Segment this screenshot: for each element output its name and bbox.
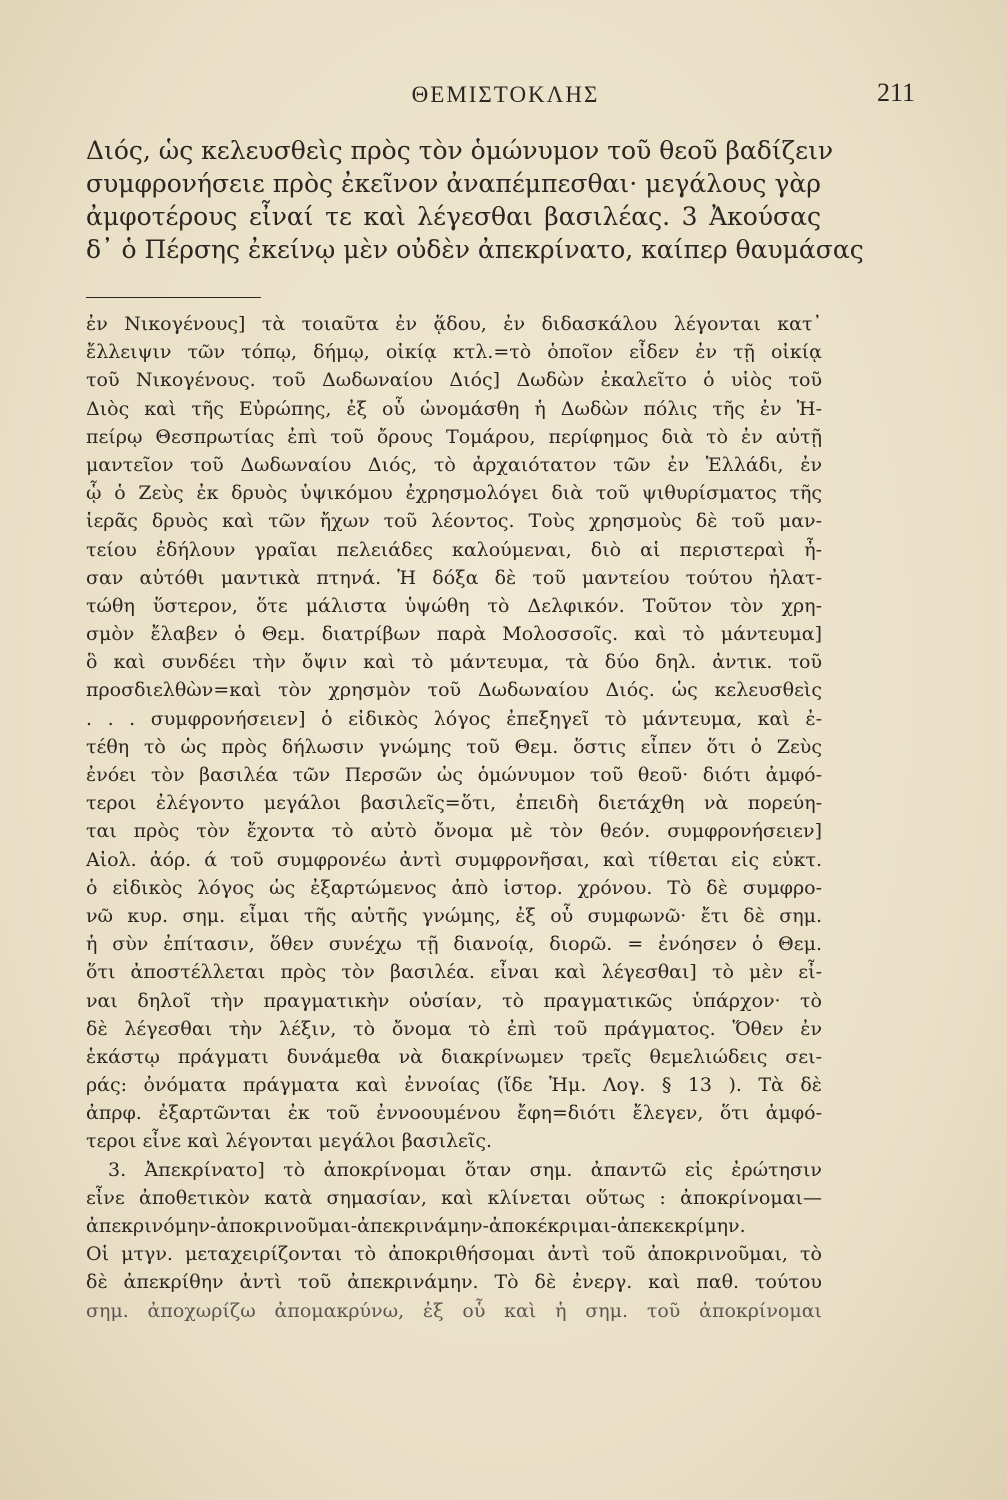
running-head: ΘΕΜΙΣΤΟΚΛΗΣ	[411, 82, 600, 107]
note-line: ὃ καὶ συνδέει τὴν ὄψιν καὶ τὸ μάντευμα, τὰ δύο δηλ. ἀντικ. τοῦ	[86, 651, 822, 674]
note-line: ἀπρφ. ἐξαρτῶνται ἐκ τοῦ ἐννοουμένου ἔφη=διότι ἔλεγεν, ὅτι ἀμφό-	[86, 1102, 822, 1125]
footnote-rule	[86, 297, 261, 298]
note-line: τώθη ὕστερον, ὅτε μάλιστα ὑψώθη τὸ Δελφικόν. Τοῦτον τὸν χρη-	[86, 594, 822, 617]
note-line: τοῦ Νικογένους. τοῦ Δωδωναίου Διός] Δωδὼν ἐκαλεῖτο ὁ υἱὸς τοῦ	[86, 369, 822, 392]
text-line: ἀμφοτέρους εἶναί τε καὶ λέγεσθαι βασιλέας. 3 Ἀκούσας	[86, 202, 821, 231]
text-line: συμφρονήσειε πρὸς ἐκεῖνον ἀναπέμπεσθαι· μεγάλους γὰρ	[86, 169, 821, 198]
note-line: εἶνε ἀποθετικὸν κατὰ σημασίαν, καὶ κλίνεται οὕτως : ἀποκρίνομαι—	[86, 1186, 822, 1209]
note-line: ἔλλειψιν τῶν τόπῳ, δήμῳ, οἰκίᾳ κτλ.=τὸ ὁποῖον εἶδεν ἐν τῇ οἰκίᾳ	[86, 341, 822, 364]
note-line: Οἱ μτγν. μεταχειρίζονται τὸ ἀποκριθήσομαι ἀντὶ τοῦ ἀποκρινοῦμαι, τὸ	[86, 1243, 822, 1266]
note-line: τείου ἐδήλουν γραῖαι πελειάδες καλούμεναι, διὸ αἱ περιστεραὶ ἦ-	[86, 538, 822, 561]
page-number: 211	[876, 78, 915, 107]
note-line: ἀπεκρινόμην-ἀποκρινοῦμαι-ἀπεκρινάμην-ἀποκέκριμαι-ἀπεκεκρίμην.	[86, 1215, 746, 1237]
note-line: τέθη τὸ ὡς πρὸς δήλωσιν γνώμης τοῦ Θεμ. ὅστις εἶπεν ὅτι ὁ Ζεὺς	[86, 735, 822, 758]
note-line: ράς: ὀνόματα πράγματα καὶ ἐννοίας (ἴδε Ἡμ. Λογ. § 13 ). Τὰ δὲ	[86, 1074, 822, 1097]
note-line: ὅτι ἀποστέλλεται πρὸς τὸν βασιλέα. εἶναι καὶ λέγεσθαι] τὸ μὲν εἶ-	[86, 961, 822, 984]
text-line: δ᾽ ὁ Πέρσης ἐκείνῳ μὲν οὐδὲν ἀπεκρίνατο, καίπερ θαυμάσας	[86, 235, 864, 264]
note-line: Αἰολ. ἀόρ. ά τοῦ συμφρονέω ἀντὶ συμφρονῆσαι, καὶ τίθεται εἰς εὐκτ.	[86, 848, 822, 871]
note-line: δὲ ἀπεκρίθην ἀντὶ τοῦ ἀπεκρινάμην. Τὸ δὲ ἐνεργ. καὶ παθ. τούτου	[86, 1271, 822, 1294]
note-line: σαν αὐτόθι μαντικὰ πτηνά. Ἡ δόξα δὲ τοῦ μαντείου τούτου ἠλατ-	[86, 566, 822, 589]
note-line: ἑκάστῳ πράγματι δυνάμεθα νὰ διακρίνωμεν τρεῖς θεμελιώδεις σει-	[86, 1045, 822, 1068]
note-line: δὲ λέγεσθαι τὴν λέξιν, τὸ ὄνομα τὸ ἐπὶ τοῦ πράγματος. Ὅθεν ἐν	[86, 1017, 822, 1040]
text-line: Διός, ὡς κελευσθεὶς πρὸς τὸν ὁμώνυμον τοῦ θεοῦ βαδίζειν	[86, 136, 834, 165]
note-line: ἐν Νικογένους] τὰ τοιαῦτα ἐν ᾅδου, ἐν διδασκάλου λέγονται κατ᾽	[86, 313, 822, 335]
note-line: ναι δηλοῖ τὴν πραγματικὴν οὐσίαν, τὸ πραγματικῶς ὑπάρχον· τὸ	[86, 989, 822, 1012]
note-line: Διὸς καὶ τῆς Εὐρώπης, ἐξ οὗ ὠνομάσθη ἡ Δωδὼν πόλις τῆς ἐν Ἠ-	[86, 397, 822, 420]
note-line: προσδιελθὼν=καὶ τὸν χρησμὸν τοῦ Δωδωναίου Διός. ὡς κελευσθεὶς	[86, 679, 822, 702]
main-text	[86, 134, 864, 266]
note-line: ἡ σὺν ἐπίτασιν, ὅθεν συνέχω τῇ διανοίᾳ, διορῶ. = ἐνόησεν ὁ Θεμ.	[86, 933, 822, 956]
note-line: ται πρὸς τὸν ἔχοντα τὸ αὐτὸ ὄνομα μὲ τὸν θεόν. συμφρονήσειεν]	[86, 820, 822, 843]
note-line: νῶ κυρ. σημ. εἶμαι τῆς αὐτῆς γνώμης, ἐξ οὗ συμφωνῶ· ἔτι δὲ σημ.	[86, 904, 822, 927]
note-line: ᾧ ὁ Ζεὺς ἐκ δρυὸς ὑψικόμου ἐχρησμολόγει διὰ τοῦ ψιθυρίσματος τῆς	[86, 482, 822, 505]
note-line: μαντεῖον τοῦ Δωδωναίου Διός, τὸ ἀρχαιότατον τῶν ἐν Ἑλλάδι, ἐν	[86, 453, 822, 476]
note-line: ἱερᾶς δρυὸς καὶ τῶν ἤχων τοῦ λέοντος. Τοὺς χρησμοὺς δὲ τοῦ μαν-	[86, 510, 822, 533]
note-line: σμὸν ἔλαβεν ὁ Θεμ. διατρίβων παρὰ Μολοσσοῖς. καὶ τὸ μάντευμα]	[86, 623, 822, 646]
note-line: τεροι ἐλέγοντο μεγάλοι βασιλεῖς=ὅτι, ἐπειδὴ διετάχθη νὰ πορεύη-	[86, 792, 822, 815]
commentary-notes	[86, 310, 822, 1325]
note-line: . . . συμφρονήσειεν] ὁ εἰδικὸς λόγος ἐπεξηγεῖ τὸ μάντευμα, καὶ ἐ-	[86, 707, 822, 730]
note-line: ἐνόει τὸν βασιλέα τῶν Περσῶν ὡς ὁμώνυμον τοῦ θεοῦ· διότι ἀμφό-	[86, 764, 822, 786]
note-line: πείρῳ Θεσπρωτίας ἐπὶ τοῦ ὄρους Τομάρου, περίφημος διὰ τὸ ἐν αὐτῇ	[86, 425, 822, 448]
note-line: ὁ εἰδικὸς λόγος ὡς ἐξαρτώμενος ἀπὸ ἱστορ. χρόνου. Τὸ δὲ συμφρο-	[86, 876, 822, 899]
note-line: τεροι εἶνε καὶ λέγονται μεγάλοι βασιλεῖς.	[86, 1130, 493, 1153]
note-line: 3. Ἀπεκρίνατο] τὸ ἀποκρίνομαι ὅταν σημ. ἀπαντῶ εἰς ἐρώτησιν	[108, 1158, 822, 1181]
page-header	[88, 78, 923, 112]
note-line: σημ. ἀποχωρίζω ἀπομακρύνω, ἐξ οὗ καὶ ἡ σημ. τοῦ ἀποκρίνομαι	[86, 1299, 822, 1322]
